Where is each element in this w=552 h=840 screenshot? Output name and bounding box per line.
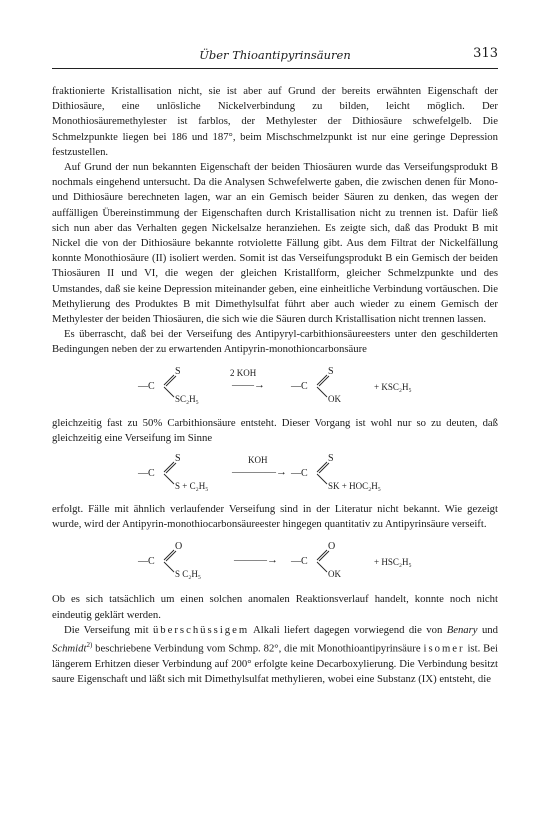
page-number: 313 <box>473 46 498 61</box>
eq1-right-bottom: OK <box>328 393 341 404</box>
p7-spaced-word: überschüssigem <box>152 623 250 636</box>
equation-1 <box>52 358 498 416</box>
paragraph-6: Ob es sich tatsächlich um einen solchen anomalen Reaktionsverlauf handelt, konnte noch nicht eindeutig geklärt werden. <box>52 593 498 621</box>
eq3-left-bottom: S C₂H₅ <box>175 569 202 580</box>
paragraph-3: Es überrascht, daß bei der Verseifung des Antipyryl-carbithionsäureesters unter den geschilderten Bedingungen neben der zu erwartenden Antipyrin-monothioncarbonsäure <box>52 328 498 356</box>
p7-author-2: Schmidt <box>52 642 87 655</box>
p7-footnote-ref: 2) <box>86 641 93 650</box>
eq1-reagent: 2 KOH <box>230 367 257 378</box>
eq2-left-core: —C <box>138 468 155 480</box>
eq1-byproduct: + KSC₂H₅ <box>374 381 412 392</box>
eq1-left-top: S <box>175 365 181 377</box>
eq1-left-bottom: SC₂H₅ <box>175 393 199 404</box>
equation-2 <box>52 446 498 502</box>
eq1-left-core: —C <box>138 380 155 392</box>
eq3-arrow: ———→ <box>234 554 278 567</box>
eq3-right-top: O <box>328 541 336 553</box>
p7-text-a: Die Verseifung mit <box>64 623 153 636</box>
p7-text-c: beschriebene Verbindung vom Schmp. 82°, die mit Monothioantipyrinsäure <box>92 642 424 655</box>
p7-author-1: Benary <box>446 623 478 636</box>
equation-3 <box>52 532 498 592</box>
paragraph-1: fraktionierte Kristallisation nicht, sie ist aber auf Grund der bereits erwähnten Eigenschaft der Dithiosäure, eine unlösliche Nickelverbindung zu bilden, leicht möglich. Der Monothiosäuremethylester ist farblos, der Methylester der Dithiosäure schwefelgelb. Die Schmelzpunkte liegen bei 186 und 187°, beim Mischschmelzpunkt ist nur eine geringe Depression festzustellen. <box>52 85 498 158</box>
eq2-right-bottom: SK + HOC₂H₅ <box>328 481 381 492</box>
eq3-right-bottom: OK <box>328 569 341 580</box>
eq2-arrow: ————→ <box>232 466 287 479</box>
eq1-arrow: ——→ <box>232 378 265 391</box>
eq3-left-top: O <box>175 541 183 553</box>
eq2-right-top: S <box>328 453 334 465</box>
eq3-right-core: —C <box>291 556 308 568</box>
eq3-left-core: —C <box>138 556 155 568</box>
eq1-right-top: S <box>328 365 334 377</box>
p7-text-d: ist. Bei längerem Erhitzen dieser Verbindung auf 200° erfolgte keine Decarboxylierung. Die Verbindung besitzt saure Eigenschaft und läßt sich mit Dimethylsulfat methylieren, wobei eine Substanz (IX) entsteht, die <box>52 642 498 686</box>
eq1-right-core: —C <box>291 380 308 392</box>
equation-1-bonds <box>52 358 498 418</box>
page-header <box>52 46 498 69</box>
eq2-left-bottom: S + C₂H₅ <box>175 481 209 492</box>
p7-spaced-word-2: isomer <box>423 642 465 655</box>
running-title: Über Thioantipyrinsäuren <box>199 48 351 62</box>
p7-and: und <box>477 623 498 636</box>
eq3-byproduct: + HSC₂H₅ <box>374 557 412 568</box>
p7-text-b: Alkali liefert dagegen vorwiegend die von <box>249 623 447 636</box>
paragraph-4: gleichzeitig fast zu 50% Carbithionsäure entsteht. Dieser Vorgang ist wohl nur so zu deuten, daß gleichzeitig eine Verseifung im Sinne <box>52 416 498 444</box>
eq2-reagent: KOH <box>248 455 268 466</box>
paragraph-2: Auf Grund der nun bekannten Eigenschaft der beiden Thiosäuren wurde das Verseifungsprodukt B nochmals eingehend untersucht. Da die Analysen Schwefelwerte gaben, die zwischen denen für Mono- und Dithiosäure berechneten lagen, war an ein Gemisch beider Säuren zu denken, das wegen der auffälligen Übereinstimmung der Eigenschaften durch Kristallisation nicht zu trennen ist. Dafür ließ sich nun aber das Verhalten gegen Nickelsalze heranziehen. Es zeigte sich, daß das Produkt B mit Nickel die von der Dithiosäure bekannte rotviolette Fällung gibt. Aus dem Filtrat der Nickelfällung konnte Monothiosäure (II) isoliert werden. Somit ist das Verseifungsprodukt B ein Gemisch der beiden Thiosäuren II und VI, die wegen der gleichen Kristallform, gleicher Schmelzpunkte und des Umstandes, daß sie keine Depression miteinander geben, eine einheitliche Verbindung vortäuschen. Die Methylierung des Produktes B mit Dimethylsulfat führt aber auch wieder zu einem Gemisch der Methylester der beiden Thiosäuren, die sich wie die Säuren durch Kristallisation nicht trennen lassen. <box>52 161 498 326</box>
paragraph-5: erfolgt. Fälle mit ähnlich verlaufender Verseifung sind in der Literatur nicht bekannt. Wie gezeigt wurde, wird der Antipyrin-monothiocarbonsäureester hingegen quantitativ zu Antipyrinsäure verseift. <box>52 503 498 531</box>
body-text <box>52 84 498 687</box>
paragraph-7 <box>52 623 498 687</box>
eq2-left-top: S <box>175 453 181 465</box>
eq2-right-core: —C <box>291 468 308 480</box>
